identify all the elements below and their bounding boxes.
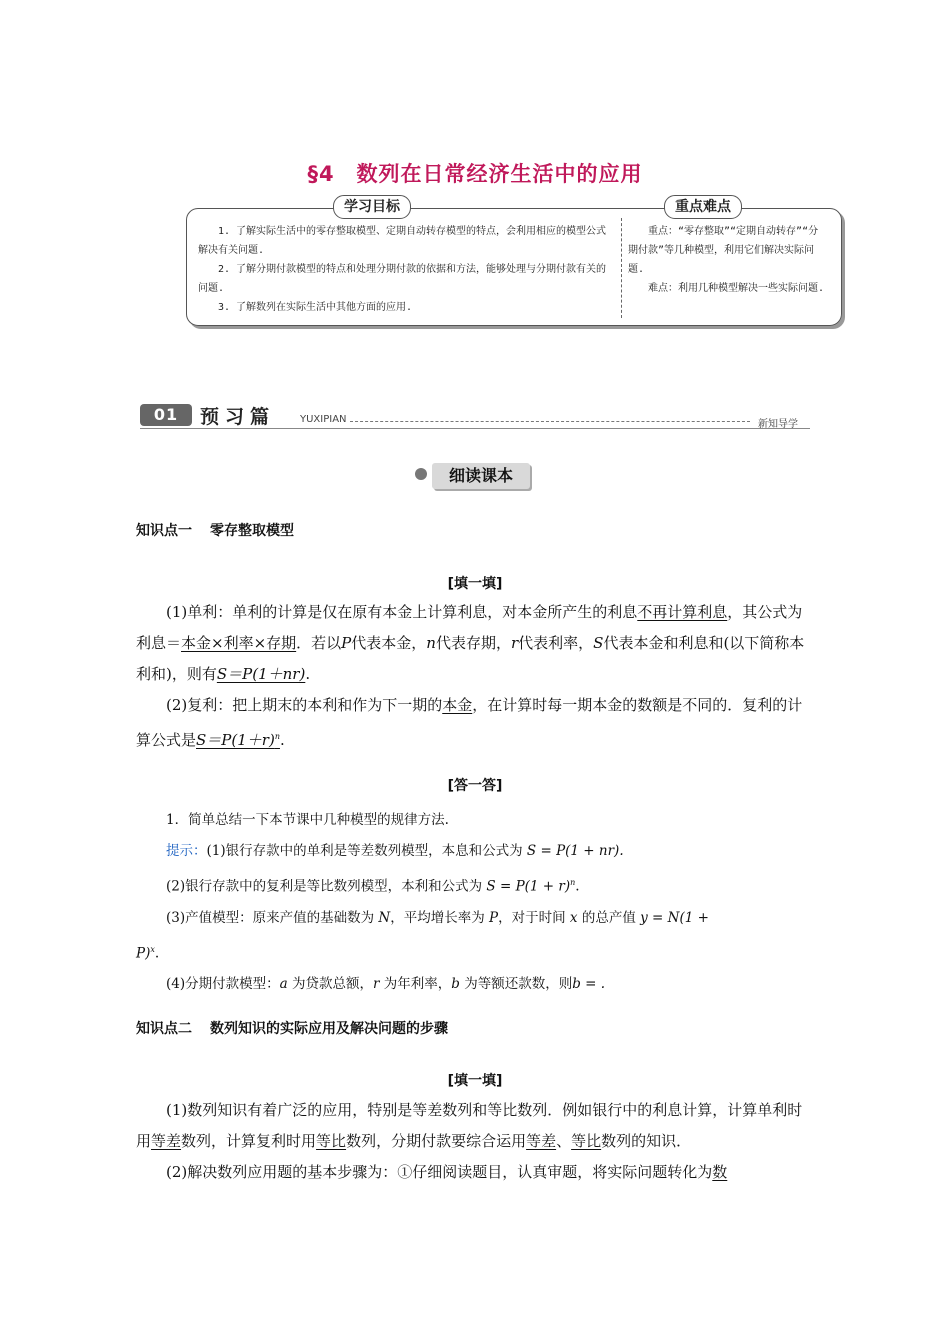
- answer-blank: S＝P(1＋nr): [216, 665, 306, 683]
- knowledge-point-heading: [136, 1018, 466, 1038]
- simple-interest-paragraph: (1)单利：单利的计算是仅在原有本金上计算利息，对本金所产生的利息不再计算利息，其公式为利息＝本金×利率×存期．若以P代表本金，n代表存期，r代表利率，S代表本金和利息和(以下简称本利和)，则有S＝P(1＋nr).: [136, 603, 805, 683]
- hint-3: (3)产值模型：原来产值的基础数为 N，平均增长率为 P，对于时间 x 的总产值 y = N(1 + P)$^x$.: [136, 909, 709, 961]
- solving-steps-paragraph: (2)解决数列应用题的基本步骤为：①仔细阅读题目，认真审题，将实际问题转化为数: [166, 1163, 728, 1181]
- page-title: §4 数列在日常经济生活中的应用: [307, 162, 643, 186]
- answer-blank: 数: [712, 1163, 728, 1181]
- key-point-item: 重点：“零存整取”“定期自动转存”“分期付款”等几种模型，利用它们解决实际问题.: [628, 226, 819, 275]
- hint-1: 提示：(1)银行存款中的单利是等差数列模型，本息和公式为 S = P(1 + nr).: [166, 843, 624, 859]
- answer-blank: 本金: [442, 696, 473, 714]
- question-1: 1．简单总结一下本节课中几种模型的规律方法.: [166, 812, 449, 828]
- answer-blank: 等比: [571, 1132, 602, 1150]
- goal-item: 2. 了解分期付款模型的特点和处理分期付款的依据和方法，能够处理与分期付款有关的问题.: [198, 264, 607, 294]
- learning-goals-tag: 学习目标: [333, 195, 411, 219]
- sequence-application-paragraph: (1)数列知识有着广泛的应用，特别是等差数列和等比数列．例如银行中的利息计算，计算单利时用等差数列，计算复利时用等比数列，分期付款要综合运用等差、等比数列的知识．: [136, 1101, 803, 1150]
- fill-in-heading: [填一填]: [447, 1073, 503, 1089]
- kp1-fill-content: [136, 597, 816, 756]
- kp-name: 数列知识的实际应用及解决问题的步骤: [210, 1021, 448, 1037]
- goal-item: 1. 了解实际生活中的零存整取模型、定期自动转存模型的特点，会利用相应的模型公式解决有关问题.: [198, 226, 607, 256]
- section-underline: [140, 428, 810, 429]
- fill-in-heading: [填一填]: [447, 576, 503, 592]
- learning-goals-list: [198, 222, 614, 317]
- kp2-fill-content: [136, 1095, 816, 1188]
- section-pinyin: YUXIPIAN: [300, 414, 347, 425]
- hint-2: (2)银行存款中的复利是等比数列模型，本利和公式为 $S = P(1 + r)^n$.: [166, 878, 580, 895]
- section-dashed-line: [350, 421, 750, 422]
- goals-divider: [621, 218, 622, 318]
- answer-heading: [答一答]: [447, 778, 503, 794]
- answer-blank: 本金×利率×存期: [181, 634, 297, 652]
- compound-interest-paragraph: (2)复利：把上期末的本利和作为下一期的本金，在计算时每一期本金的数额是不同的．复利的计算公式是$S=P(1+r)^n$.: [136, 696, 803, 749]
- key-points-tag: 重点难点: [664, 195, 742, 219]
- hint-4: (4)分期付款模型：a 为贷款总额，r 为年利率，b 为等额还款数，则b = .: [166, 976, 606, 992]
- answer-blank: 等差: [526, 1132, 557, 1150]
- key-point-item: 难点：利用几种模型解决一些实际问题.: [648, 283, 825, 294]
- answer-content: [136, 805, 816, 1000]
- key-points-list: [628, 222, 828, 298]
- section-number-badge: 01: [140, 404, 192, 426]
- answer-blank: 等比: [316, 1132, 347, 1150]
- answer-blank: $S=P(1+r)^n$: [196, 731, 280, 749]
- kp-label: 知识点二: [136, 1021, 192, 1037]
- section-subtitle: 新知导学: [758, 419, 798, 430]
- answer-blank: 等差: [151, 1132, 182, 1150]
- section-title: 预习篇: [200, 406, 276, 428]
- knowledge-point-heading: [136, 520, 312, 540]
- read-textbook-tag: 细读课本: [432, 463, 530, 489]
- kp-name: 零存整取模型: [210, 523, 294, 539]
- bullet-icon: [415, 468, 427, 480]
- answer-blank: 不再计算利息: [637, 603, 728, 621]
- goal-item: 3. 了解数列在实际生活中其他方面的应用.: [218, 302, 413, 313]
- kp-label: 知识点一: [136, 523, 192, 539]
- hint-label: 提示：: [166, 843, 207, 859]
